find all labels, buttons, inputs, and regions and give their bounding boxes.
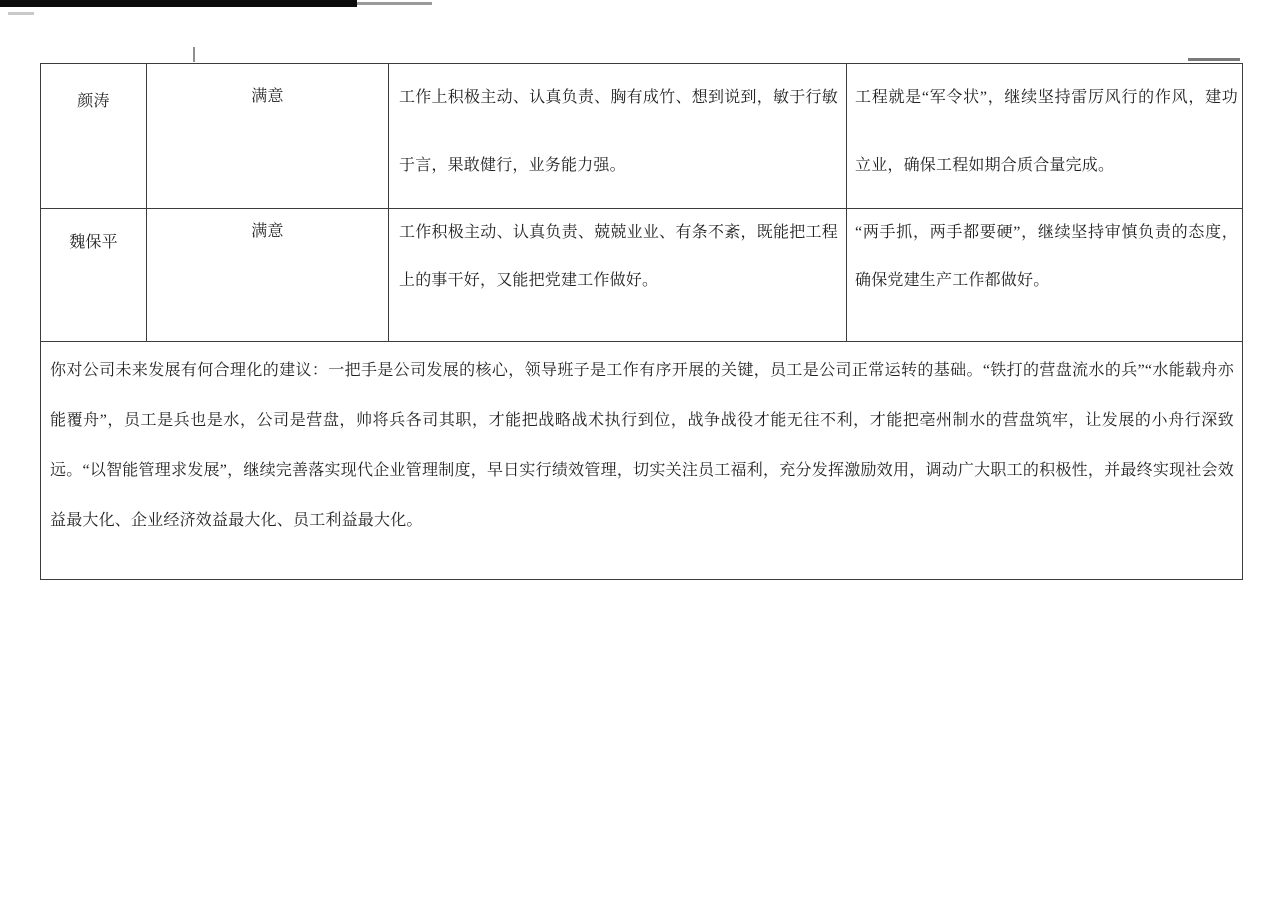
evaluation-table — [40, 63, 1243, 580]
scan-artifact-bar — [0, 0, 357, 7]
satisfaction-rating-cell: 满意 — [146, 209, 388, 341]
work-evaluation-cell: 工作积极主动、认真负责、兢兢业业、有条不紊，既能把工程上的事干好，又能把党建工作做好。 — [388, 209, 846, 341]
table-footer-row — [41, 341, 1242, 579]
scan-noise-tick — [193, 47, 195, 62]
work-evaluation-cell: 工作上积极主动、认真负责、胸有成竹、想到说到，敏于行敏于言，果敢健行，业务能力强。 — [388, 64, 846, 208]
satisfaction-rating-cell: 满意 — [146, 64, 388, 208]
employee-name-cell: 魏保平 — [69, 234, 118, 251]
suggestion-cell: “两手抓，两手都要硬”，继续坚持审慎负责的态度，确保党建生产工作都做好。 — [846, 209, 1244, 341]
employee-name-cell: 颜涛 — [77, 93, 110, 110]
suggestion-cell: 工程就是“军令状”，继续坚持雷厉风行的作风，建功立业，确保工程如期合质合量完成。 — [846, 64, 1244, 208]
table-row — [41, 64, 1242, 208]
company-development-suggestions-paragraph: 你对公司未来发展有何合理化的建议：一把手是公司发展的核心，领导班子是工作有序开展的关键，员工是公司正常运转的基础。“铁打的营盘流水的兵”“水能载舟亦能覆舟”，员工是兵也是水，公司是营盘，帅将兵各司其职，才能把战略战术执行到位，战争战役才能无往不利，才能把亳州制水的营盘筑牢，让发展的小舟行深致远。“以智能管理求发展”，继续完善落实现代企业管理制度，早日实行绩效管理，切实关注员工福利，充分发挥激励效用，调动广大职工的积极性，并最终实现社会效益最大化、企业经济效益最大化、员工利益最大化。 — [50, 362, 1234, 529]
table-row — [41, 208, 1242, 341]
scan-artifact-bar-tail — [357, 2, 432, 5]
scan-noise-speck — [8, 12, 34, 15]
scan-noise-dash — [1188, 58, 1240, 61]
